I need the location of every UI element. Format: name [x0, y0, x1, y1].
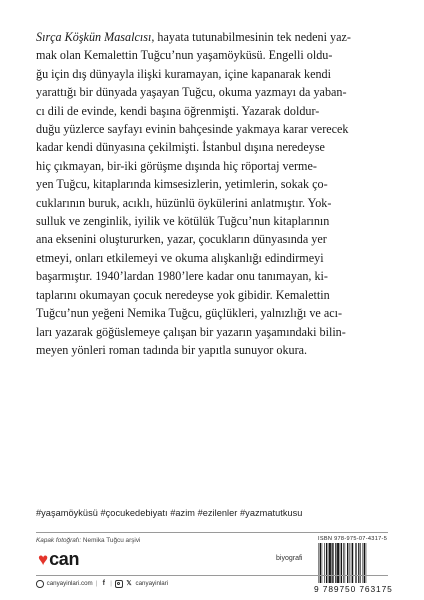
website-link[interactable]: canyayinlari.com [46, 580, 93, 588]
barcode-bar [335, 543, 336, 583]
barcode-bar [360, 543, 361, 583]
blurb-line: , hayata tutunabilmesinin tek nedeni yaz- [151, 30, 351, 44]
blurb-line: ana eksenini oluştururken, yazar, çocukların dünyasında yer [36, 232, 327, 247]
genre-label: biyografi [276, 555, 303, 562]
isbn-label: ISBN 978-975-07-4317-5 [318, 536, 388, 542]
blurb-line: taplarını okumayan çocuk neredeyse yok gibidir. Kemalettin [36, 287, 330, 302]
facebook-icon[interactable]: f [102, 580, 105, 588]
social-handle[interactable]: canyayinlari [135, 580, 169, 588]
publisher-logo-text: can [49, 549, 80, 569]
barcode-bar [341, 543, 342, 583]
barcode-bar [322, 543, 323, 583]
blurb-line: ları yazarak göğüslemeye çalışan bir yazarın yaşamındaki bilin- [36, 324, 346, 339]
barcode-bar [333, 543, 334, 583]
blurb-line: kadar kendi dünyasına çekilmişti. İstanbul dışına neredeyse [36, 140, 325, 155]
blurb-line: Tuğcu’nun yeğeni Nemika Tuğcu, güçlükleri, yalnızlığı ve acı- [36, 306, 343, 321]
barcode-bar [351, 543, 352, 583]
blurb-line: cuklarının buruk, acıklı, hüzünlü öykülerini anlatmıştır. Yok- [36, 195, 332, 210]
globe-icon [36, 580, 44, 588]
barcode-bar [319, 543, 320, 583]
barcode-bar [332, 543, 333, 583]
heart-icon: ♥ [38, 550, 49, 569]
publisher-logo [38, 549, 79, 570]
barcode [318, 543, 390, 587]
barcode-bar [326, 543, 327, 583]
barcode-bar [328, 543, 329, 583]
barcode-bar [320, 543, 321, 583]
barcode-bar [349, 543, 350, 583]
barcode-bar [356, 543, 357, 583]
barcode-bar [355, 543, 356, 583]
barcode-bar [340, 543, 341, 583]
barcode-bar [324, 543, 325, 583]
blurb-body [36, 30, 351, 357]
blurb-line: duğu yüzlerce sayfayı evinin bahçesinde yakmaya karar verecek [36, 122, 349, 137]
barcode-bar [363, 543, 364, 583]
book-title: Sırça Köşkün Masalcısı [36, 30, 152, 44]
divider-bottom [36, 575, 388, 576]
barcode-bar [337, 543, 339, 583]
barcode-bar [352, 543, 353, 583]
blurb-line: meyen yönleri roman tadında bir yapıtla sunuyor okura. [36, 342, 308, 357]
blurb-paragraph [36, 28, 388, 359]
barcode-bar [347, 543, 348, 583]
blurb-line: etmeyi, onları etkilemeyi ve okuma alışkanlığı edindirmeyi [36, 250, 324, 265]
barcode-number: 9 789750 763175 [314, 584, 393, 594]
separator: | [110, 580, 112, 588]
barcode-bar [364, 543, 365, 583]
blurb-line: sulluk ve zenginlik, iyilik ve kötülük Tuğcu’nun kitaplarının [36, 214, 330, 229]
blurb-line: yen Tuğcu, kitaplarında kimsesizlerin, yetimlerin, sokak ço- [36, 177, 328, 192]
barcode-bar [345, 543, 346, 583]
instagram-icon[interactable] [115, 580, 123, 588]
barcode-bar [366, 543, 367, 583]
barcode-bar [358, 543, 359, 583]
credit-label: Kapak fotoğrafı: [36, 537, 82, 544]
barcode-bar [343, 543, 344, 583]
blurb-line: yarattığı bir dünyada yaşayan Tuğcu, okuma yazmayı da yaban- [36, 85, 347, 100]
blurb-line: cı dili de evinde, kendi başına öğrenmişti. Yazarak doldur- [36, 103, 320, 118]
cover-photo-credit [36, 537, 140, 544]
blurb-line: başarmıştır. 1940’lardan 1980’lere kadar onu tanımayan, ki- [36, 269, 328, 284]
divider-top [36, 532, 388, 533]
hashtags: #yaşamöyküsü #çocukedebiyatı #azim #ezilenler #yazmatutkusu [36, 508, 303, 518]
publisher-footer [36, 580, 168, 588]
x-icon[interactable]: 𝕏 [126, 579, 132, 587]
separator: | [95, 580, 98, 588]
blurb-line: hiç çıkmayan, bir-iki görüşme dışında hiç röportaj verme- [36, 158, 317, 173]
blurb-line: ğu için dış dünyayla ilişki kuramayan, içine kapanarak kendi [36, 66, 331, 81]
blurb-line: mak olan Kemalettin Tuğcu’nun yaşamöyküsü. Engelli oldu- [36, 48, 333, 63]
credit-value: Nemika Tuğcu arşivi [82, 537, 141, 544]
back-cover-blurb [36, 28, 388, 359]
barcode-bar [329, 543, 331, 583]
